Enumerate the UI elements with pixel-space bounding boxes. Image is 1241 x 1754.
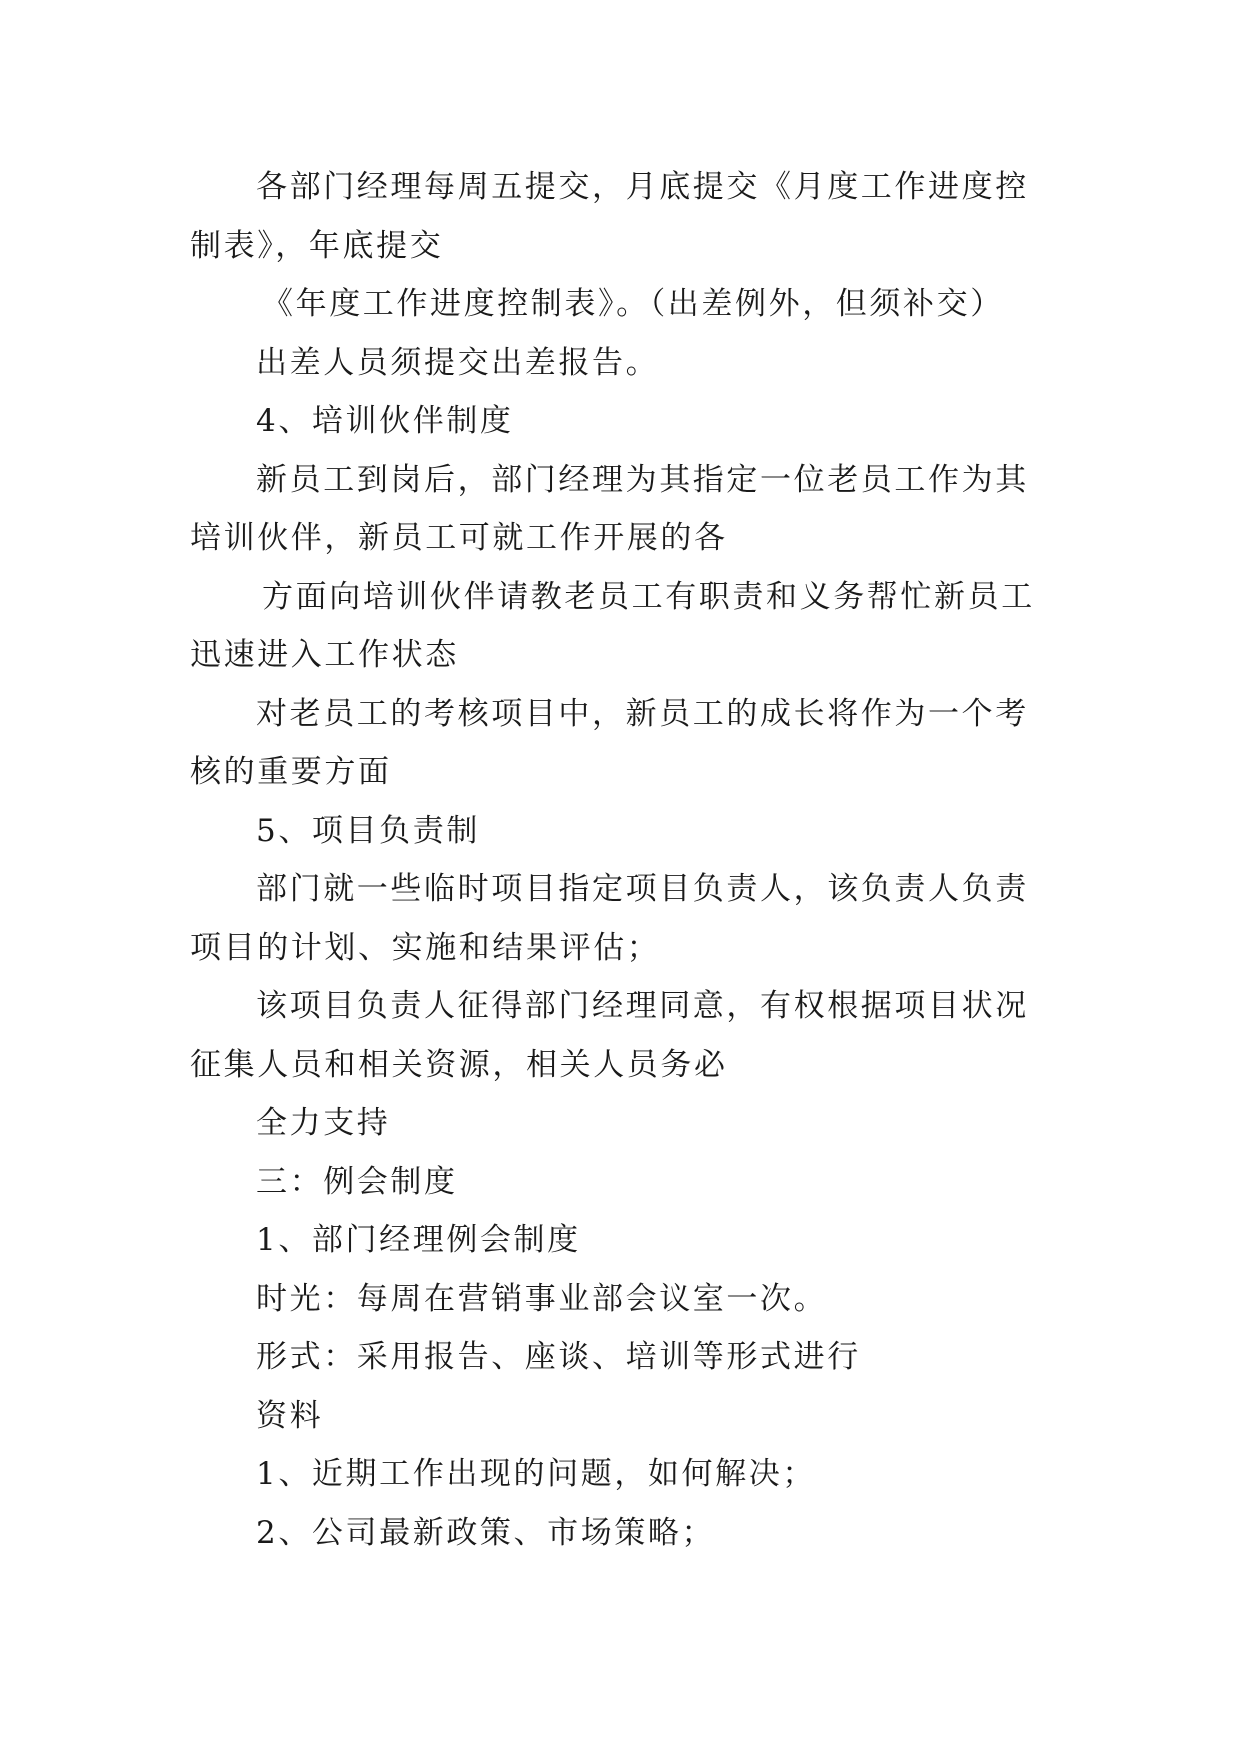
section-heading: 1、部门经理例会制度 [256,1222,581,1258]
paragraph: 该项目负责人征得部门经理同意，有权根据项目状况征集人员和相关资源，相关人员务必 [190,988,1029,1083]
section-heading: 4、培训伙伴制度 [256,403,514,439]
paragraph: 时光：每周在营销事业部会议室一次。 [256,1280,828,1317]
paragraph: 形式：采用报告、座谈、培训等形式进行 [256,1339,861,1375]
paragraph: 新员工到岗后，部门经理为其指定一位老员工作为其培训伙伴，新员工可就工作开展的各 [190,461,1029,556]
list-item: 1、近期工作出现的问题，如何解决； [256,1456,816,1492]
paragraph: 各部门经理每周五提交，月底提交《月度工作进度控制表》，年底提交 [190,169,1029,264]
section-heading: 5、项目负责制 [256,812,480,849]
paragraph: 资料 [256,1397,324,1434]
section-heading: 三：例会制度 [256,1163,458,1200]
paragraph: 部门就一些临时项目指定项目负责人，该负责人负责项目的计划、实施和结果评估； [190,871,1029,966]
paragraph: 《年度工作进度控制表》。（出差例外，但须补交） [262,286,1004,322]
paragraph: 出差人员须提交出差报告。 [256,344,660,381]
paragraph: 方面向培训伙伴请教老员工有职责和义务帮忙新员工迅速进入工作状态 [190,578,1035,673]
paragraph: 对老员工的考核项目中，新员工的成长将作为一个考核的重要方面 [190,695,1029,790]
paragraph: 全力支持 [256,1105,391,1141]
document-body [190,158,1058,1562]
list-item: 2、公司最新政策、市场策略； [256,1514,716,1551]
